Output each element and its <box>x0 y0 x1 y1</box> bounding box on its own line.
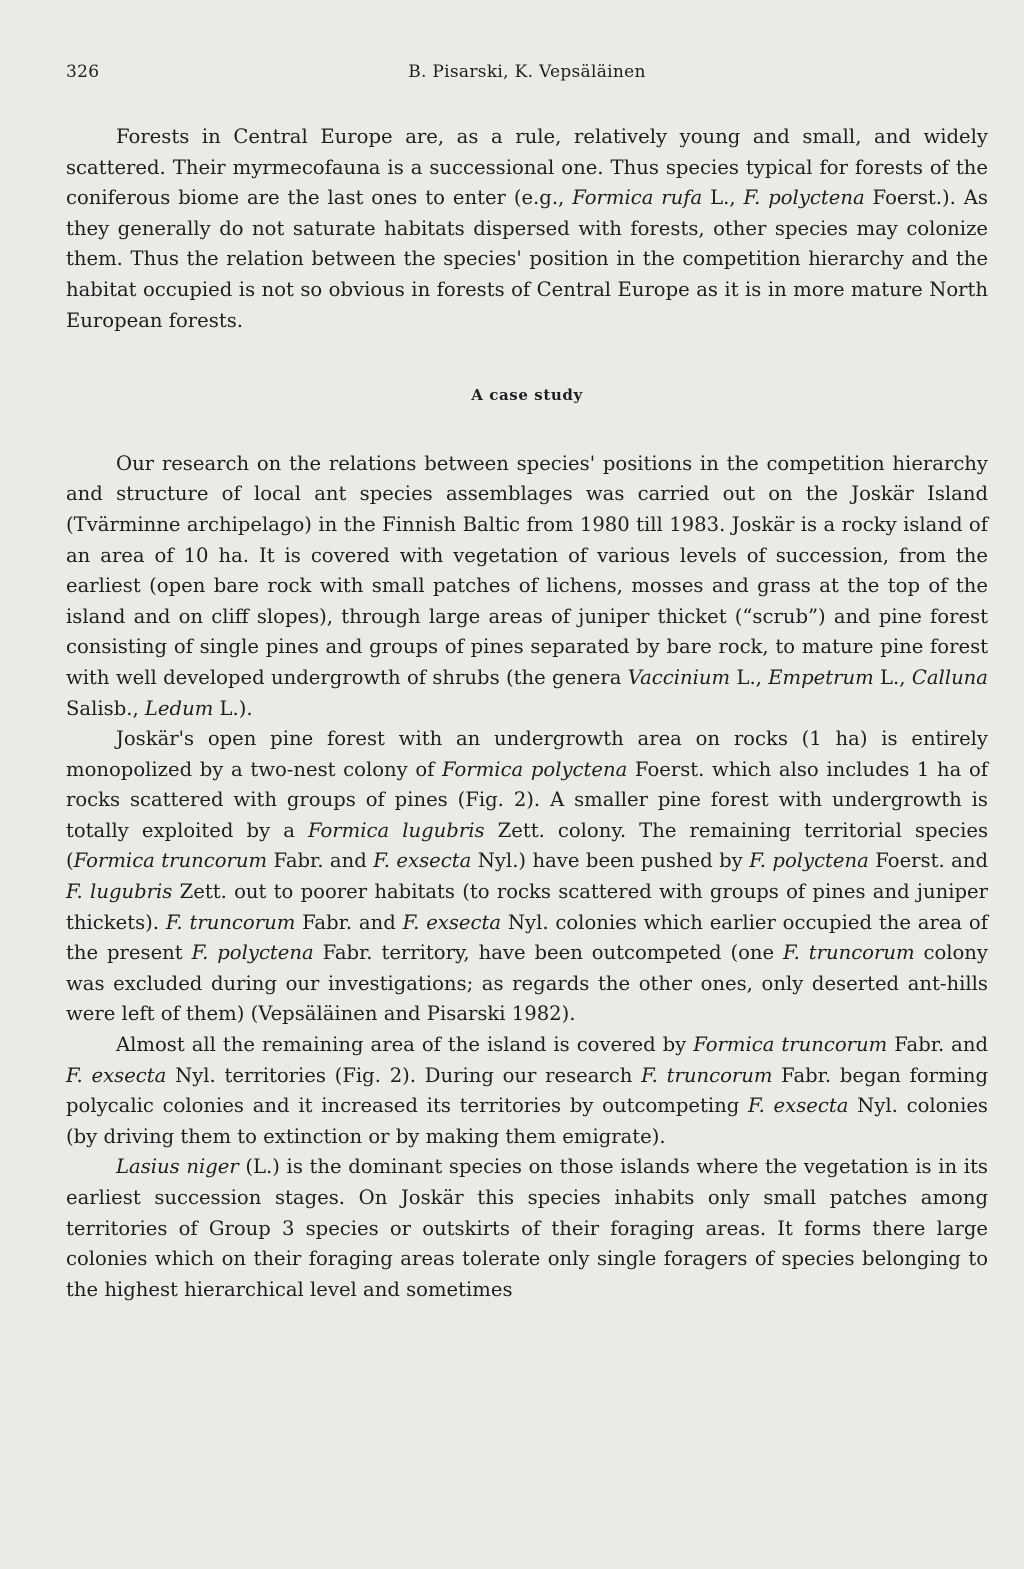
page-number: 326 <box>66 62 100 82</box>
paragraph-remaining-area: Almost all the remaining area of the island is covered by Formica truncorum Fabr. and F. exsecta Nyl. territories (Fig. 2). During our research F. truncorum Fabr. began forming polycalic colonies and it increased its territories by outcompeting F. exsecta Nyl. colonies (by driving them to extinction or by making them emigrate). <box>66 1033 989 1148</box>
running-head: B. Pisarski, K. Vepsäläinen <box>408 62 646 82</box>
body-text <box>66 122 988 1305</box>
paragraph-joskar-pine-forest: Joskär's open pine forest with an undergrowth area on rocks (1 ha) is entirely monopolized by a two-nest colony of Formica polyctena Foerst. which also includes 1 ha of rocks scattered with groups of pines (Fig. 2). A smaller pine forest with undergrowth is totally exploited by a Formica lugubris Zett. colony. The remaining territorial species (Formica truncorum Fabr. and F. exsecta Nyl.) have been pushed by F. polyctena Foerst. and F. lugubris Zett. out to poorer habitats (to rocks scattered with groups of pines and juniper thickets). F. truncorum Fabr. and F. exsecta Nyl. colonies which earlier occupied the area of the present F. polyctena Fabr. territory, have been outcompeted (one F. truncorum colony was excluded during our investigations; as regards the other ones, only deserted ant-hills were left of them) (Vepsäläinen and Pisarski 1982). <box>66 727 988 1026</box>
paragraph-research: Our research on the relations between species' positions in the competition hierarchy and structure of local ant species assemblages was carried out on the Joskär Island (Tvärminne archipelago) in the Finnish Baltic from 1980 till 1983. Joskär is a rocky island of an area of 10 ha. It is covered with vegetation of various levels of succession, from the earliest (open bare rock with small patches of lichens, mosses and grass at the top of the island and on cliff slopes), through large areas of juniper thicket (“scrub”) and pine forest consisting of single pines and groups of pines separated by bare rock, to mature pine forest with well developed undergrowth of shrubs (the genera Vaccinium L., Empetrum L., Calluna Salisb., Ledum L.). <box>66 451 988 720</box>
paragraph-forests-central-europe: Forests in Central Europe are, as a rule, relatively young and small, and widely scattered. Their myrmecofauna is a successional one. Thus species typical for forests of the coniferous biome are the last ones to enter (e.g., Formica rufa L., F. polyctena Foerst.). As they generally do not saturate habitats dispersed with forests, other species may colonize them. Thus the relation between the species' position in the competition hierarchy and the habitat occupied is not so obvious in forests of Central Europe as it is in more mature North European forests. <box>66 125 988 332</box>
section-heading: A case study <box>471 386 583 405</box>
paragraph-lasius-niger: Lasius niger (L.) is the dominant species on those islands where the vegetation is in its earliest succession stages. On Joskär this species inhabits only small patches among territories of Group 3 species or outskirts of their foraging areas. It forms there large colonies which on their foraging areas tolerate only single foragers of species belonging to the highest hierarchical level and sometimes <box>66 1155 988 1301</box>
page-header <box>66 62 988 90</box>
